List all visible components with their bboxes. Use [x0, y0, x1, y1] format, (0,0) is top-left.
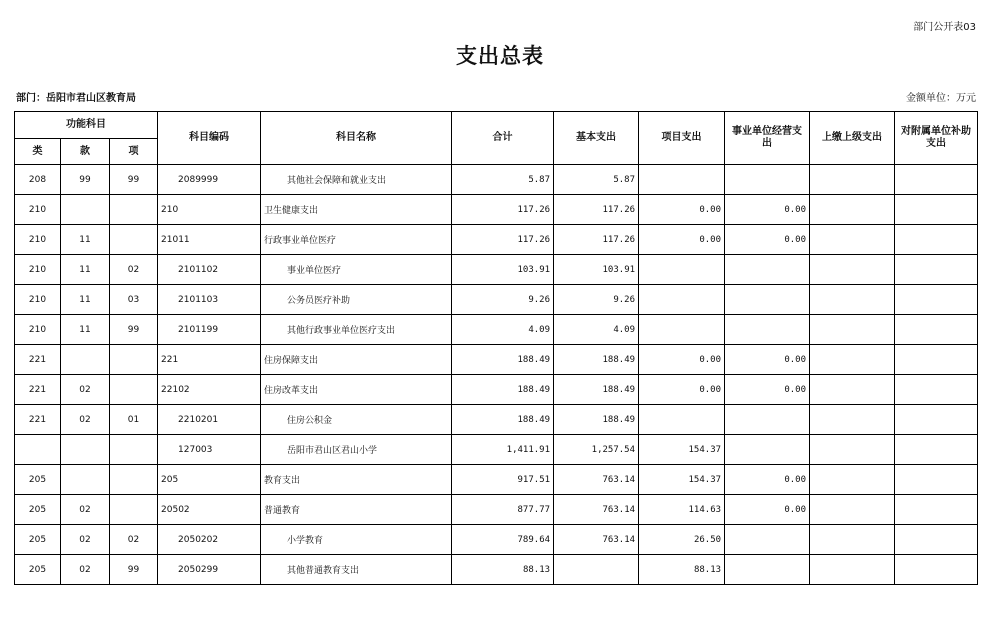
cell-kuan: 11 — [61, 285, 110, 315]
cell-subject-name: 岳阳市君山区君山小学 — [261, 435, 452, 465]
cell-kuan: 11 — [61, 255, 110, 285]
cell-subject-code: 2101199 — [158, 315, 261, 345]
amount-unit-label: 金额单位：万元 — [906, 93, 976, 104]
table-row — [15, 465, 978, 495]
cell-basic: 9.26 — [554, 285, 639, 315]
department-label: 部门：岳阳市君山区教育局 — [16, 93, 136, 104]
cell-business: 0.00 — [725, 375, 810, 405]
cell-total: 1,411.91 — [452, 435, 554, 465]
header-subsidiary-subsidy: 对附属单位补助支出 — [895, 112, 978, 165]
cell-subject-name: 住房公积金 — [261, 405, 452, 435]
cell-basic: 5.87 — [554, 165, 639, 195]
cell-upper — [810, 555, 895, 585]
cell-business — [725, 435, 810, 465]
cell-project: 88.13 — [639, 555, 725, 585]
cell-upper — [810, 195, 895, 225]
cell-kuan: 02 — [61, 525, 110, 555]
header-total: 合计 — [452, 112, 554, 165]
cell-basic: 1,257.54 — [554, 435, 639, 465]
cell-subsidy — [895, 375, 978, 405]
cell-xiang: 99 — [110, 165, 158, 195]
header-upper-payment: 上缴上级支出 — [810, 112, 895, 165]
cell-kuan — [61, 345, 110, 375]
table-row — [15, 495, 978, 525]
table-header — [15, 112, 978, 165]
cell-xiang — [110, 195, 158, 225]
cell-upper — [810, 165, 895, 195]
cell-subject-code: 205 — [158, 465, 261, 495]
cell-basic: 117.26 — [554, 195, 639, 225]
cell-xiang: 02 — [110, 525, 158, 555]
cell-project: 154.37 — [639, 435, 725, 465]
cell-project: 0.00 — [639, 345, 725, 375]
cell-upper — [810, 525, 895, 555]
cell-basic: 103.91 — [554, 255, 639, 285]
cell-business: 0.00 — [725, 495, 810, 525]
table-row — [15, 555, 978, 585]
cell-xiang — [110, 465, 158, 495]
cell-xiang — [110, 345, 158, 375]
cell-upper — [810, 435, 895, 465]
cell-lei: 210 — [15, 285, 61, 315]
cell-subsidy — [895, 315, 978, 345]
header-subject-code: 科目编码 — [158, 112, 261, 165]
cell-subject-code: 2101103 — [158, 285, 261, 315]
cell-xiang — [110, 495, 158, 525]
cell-total: 188.49 — [452, 345, 554, 375]
cell-total: 103.91 — [452, 255, 554, 285]
cell-business — [725, 525, 810, 555]
cell-kuan — [61, 195, 110, 225]
cell-total: 9.26 — [452, 285, 554, 315]
cell-subsidy — [895, 555, 978, 585]
cell-upper — [810, 285, 895, 315]
cell-subject-name: 住房改革支出 — [261, 375, 452, 405]
cell-kuan: 02 — [61, 405, 110, 435]
cell-basic: 117.26 — [554, 225, 639, 255]
cell-subject-name: 行政事业单位医疗 — [261, 225, 452, 255]
cell-total: 188.49 — [452, 405, 554, 435]
cell-kuan: 11 — [61, 315, 110, 345]
cell-lei: 205 — [15, 465, 61, 495]
cell-project: 0.00 — [639, 225, 725, 255]
cell-subject-name: 其他行政事业单位医疗支出 — [261, 315, 452, 345]
cell-subsidy — [895, 195, 978, 225]
cell-subject-code: 210 — [158, 195, 261, 225]
cell-total: 188.49 — [452, 375, 554, 405]
cell-project: 0.00 — [639, 195, 725, 225]
header-project-expenditure: 项目支出 — [639, 112, 725, 165]
cell-subject-name: 小学教育 — [261, 525, 452, 555]
cell-upper — [810, 465, 895, 495]
cell-project — [639, 255, 725, 285]
cell-xiang: 03 — [110, 285, 158, 315]
header-lei: 类 — [15, 139, 61, 165]
cell-subject-code: 21011 — [158, 225, 261, 255]
cell-lei: 205 — [15, 495, 61, 525]
cell-lei: 210 — [15, 195, 61, 225]
cell-upper — [810, 405, 895, 435]
cell-basic — [554, 555, 639, 585]
table-row — [15, 195, 978, 225]
cell-basic: 188.49 — [554, 345, 639, 375]
cell-upper — [810, 225, 895, 255]
cell-kuan: 11 — [61, 225, 110, 255]
header-kuan: 款 — [61, 139, 110, 165]
cell-subject-code: 2210201 — [158, 405, 261, 435]
cell-project — [639, 285, 725, 315]
cell-basic: 188.49 — [554, 375, 639, 405]
form-code: 部门公开表03 — [913, 22, 976, 33]
cell-subsidy — [895, 525, 978, 555]
cell-business — [725, 405, 810, 435]
cell-upper — [810, 495, 895, 525]
cell-xiang — [110, 435, 158, 465]
cell-business — [725, 285, 810, 315]
cell-lei: 205 — [15, 525, 61, 555]
cell-subsidy — [895, 345, 978, 375]
cell-project: 114.63 — [639, 495, 725, 525]
cell-subject-name: 卫生健康支出 — [261, 195, 452, 225]
cell-upper — [810, 345, 895, 375]
cell-lei: 221 — [15, 405, 61, 435]
cell-lei: 210 — [15, 225, 61, 255]
cell-subsidy — [895, 465, 978, 495]
cell-basic: 763.14 — [554, 525, 639, 555]
cell-subsidy — [895, 165, 978, 195]
cell-subsidy — [895, 225, 978, 255]
page-title: 支出总表 — [456, 44, 544, 68]
table-row — [15, 345, 978, 375]
cell-subsidy — [895, 435, 978, 465]
cell-total: 117.26 — [452, 195, 554, 225]
cell-xiang: 99 — [110, 555, 158, 585]
cell-subject-name: 其他普通教育支出 — [261, 555, 452, 585]
cell-subject-code: 127003 — [158, 435, 261, 465]
cell-xiang: 99 — [110, 315, 158, 345]
cell-xiang — [110, 375, 158, 405]
cell-kuan: 02 — [61, 555, 110, 585]
cell-upper — [810, 255, 895, 285]
cell-business — [725, 255, 810, 285]
cell-business: 0.00 — [725, 195, 810, 225]
cell-total: 877.77 — [452, 495, 554, 525]
cell-subject-name: 其他社会保障和就业支出 — [261, 165, 452, 195]
table-row — [15, 405, 978, 435]
cell-upper — [810, 315, 895, 345]
cell-subject-name: 公务员医疗补助 — [261, 285, 452, 315]
cell-project: 0.00 — [639, 375, 725, 405]
cell-lei: 208 — [15, 165, 61, 195]
cell-subsidy — [895, 495, 978, 525]
cell-project — [639, 405, 725, 435]
cell-total: 117.26 — [452, 225, 554, 255]
cell-subject-name: 普通教育 — [261, 495, 452, 525]
cell-business — [725, 555, 810, 585]
cell-xiang: 01 — [110, 405, 158, 435]
cell-total: 789.64 — [452, 525, 554, 555]
cell-basic: 188.49 — [554, 405, 639, 435]
header-xiang: 项 — [110, 139, 158, 165]
table-row — [15, 165, 978, 195]
cell-subject-code: 221 — [158, 345, 261, 375]
cell-upper — [810, 375, 895, 405]
cell-kuan: 99 — [61, 165, 110, 195]
cell-kuan — [61, 435, 110, 465]
cell-kuan: 02 — [61, 495, 110, 525]
table-row — [15, 525, 978, 555]
cell-basic: 4.09 — [554, 315, 639, 345]
cell-xiang — [110, 225, 158, 255]
header-function-subject: 功能科目 — [15, 112, 158, 139]
cell-total: 917.51 — [452, 465, 554, 495]
table-row — [15, 225, 978, 255]
cell-project — [639, 165, 725, 195]
cell-lei: 221 — [15, 375, 61, 405]
header-subject-name: 科目名称 — [261, 112, 452, 165]
cell-total: 88.13 — [452, 555, 554, 585]
cell-business: 0.00 — [725, 225, 810, 255]
cell-project — [639, 315, 725, 345]
cell-subject-name: 事业单位医疗 — [261, 255, 452, 285]
table-row — [15, 285, 978, 315]
cell-lei: 210 — [15, 315, 61, 345]
table-row — [15, 315, 978, 345]
cell-business — [725, 315, 810, 345]
table-body — [15, 165, 978, 585]
cell-subject-code: 22102 — [158, 375, 261, 405]
cell-project: 26.50 — [639, 525, 725, 555]
cell-subsidy — [895, 255, 978, 285]
cell-lei — [15, 435, 61, 465]
cell-subject-name: 教育支出 — [261, 465, 452, 495]
cell-subject-code: 20502 — [158, 495, 261, 525]
cell-subject-code: 2050202 — [158, 525, 261, 555]
cell-subject-name: 住房保障支出 — [261, 345, 452, 375]
cell-business: 0.00 — [725, 465, 810, 495]
cell-basic: 763.14 — [554, 495, 639, 525]
cell-subject-code: 2101102 — [158, 255, 261, 285]
cell-business: 0.00 — [725, 345, 810, 375]
cell-basic: 763.14 — [554, 465, 639, 495]
cell-lei: 205 — [15, 555, 61, 585]
table-row — [15, 435, 978, 465]
header-basic-expenditure: 基本支出 — [554, 112, 639, 165]
expenditure-table — [14, 111, 978, 585]
table-row — [15, 255, 978, 285]
cell-subject-code: 2089999 — [158, 165, 261, 195]
header-business-expenditure: 事业单位经营支出 — [725, 112, 810, 165]
cell-kuan: 02 — [61, 375, 110, 405]
cell-lei: 210 — [15, 255, 61, 285]
cell-xiang: 02 — [110, 255, 158, 285]
cell-subject-code: 2050299 — [158, 555, 261, 585]
cell-subsidy — [895, 285, 978, 315]
cell-total: 4.09 — [452, 315, 554, 345]
cell-business — [725, 165, 810, 195]
table-row — [15, 375, 978, 405]
cell-subsidy — [895, 405, 978, 435]
cell-project: 154.37 — [639, 465, 725, 495]
cell-lei: 221 — [15, 345, 61, 375]
cell-kuan — [61, 465, 110, 495]
cell-total: 5.87 — [452, 165, 554, 195]
